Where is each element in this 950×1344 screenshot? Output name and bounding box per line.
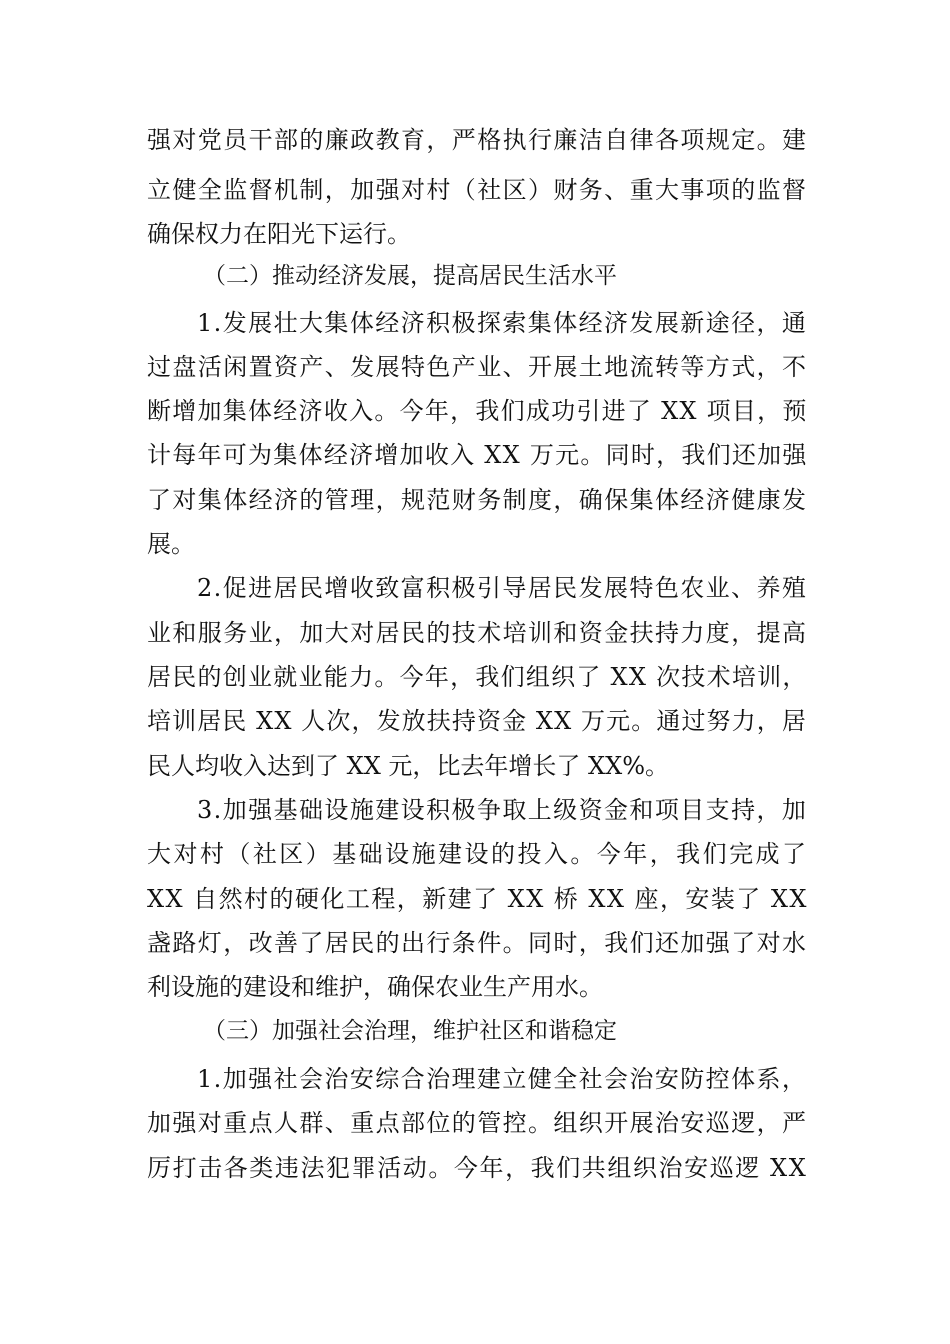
section-heading: （三）加强社会治理，维护社区和谐稳定 (203, 1018, 617, 1044)
body-text-line: 立健全监督机制，加强对村（社区）财务、重大事项的监督 (147, 176, 808, 204)
section-heading: （二）推动经济发展，提高居民生活水平 (203, 263, 617, 289)
body-text-line: 培训居民 XX 人次，发放扶持资金 XX 万元。通过努力，居 (147, 707, 807, 735)
body-text-line: 2.促进居民增收致富积极引导居民发展特色农业、养殖 (197, 574, 808, 602)
body-text-line: 盏路灯，改善了居民的出行条件。同时，我们还加强了对水 (147, 929, 808, 957)
body-text-line: 了对集体经济的管理，规范财务制度，确保集体经济健康发 (147, 486, 808, 514)
body-text-line: 加强对重点人群、重点部位的管控。组织开展治安巡逻，严 (147, 1109, 808, 1137)
body-text-line: XX 自然村的硬化工程，新建了 XX 桥 XX 座，安装了 XX (147, 885, 808, 913)
body-text-line: 过盘活闲置资产、发展特色产业、开展土地流转等方式，不 (147, 353, 808, 381)
body-text-line: 确保权力在阳光下运行。 (147, 220, 411, 248)
body-text-line: 厉打击各类违法犯罪活动。今年，我们共组织治安巡逻 XX (147, 1154, 808, 1182)
body-text-line: 业和服务业，加大对居民的技术培训和资金扶持力度，提高 (147, 619, 808, 647)
body-text-line: 利设施的建设和维护，确保农业生产用水。 (147, 973, 603, 1001)
body-text-line: 居民的创业就业能力。今年，我们组织了 XX 次技术培训， (147, 663, 808, 691)
body-text-line: 断增加集体经济收入。今年，我们成功引进了 XX 项目，预 (147, 397, 808, 425)
body-text-line: 大对村（社区）基础设施建设的投入。今年，我们完成了 (147, 840, 809, 868)
body-text-line: 1.加强社会治安综合治理建立健全社会治安防控体系， (197, 1065, 808, 1093)
body-text-line: 计每年可为集体经济增加收入 XX 万元。同时，我们还加强 (147, 441, 808, 469)
body-text-line: 1.发展壮大集体经济积极探索集体经济发展新途径，通 (197, 309, 808, 337)
body-text-line: 展。 (147, 530, 195, 558)
body-text-line: 强对党员干部的廉政教育，严格执行廉洁自律各项规定。建 (147, 126, 808, 154)
body-text-line: 3.加强基础设施建设积极争取上级资金和项目支持，加 (197, 796, 808, 824)
body-text-line: 民人均收入达到了 XX 元，比去年增长了 XX%。 (147, 752, 670, 780)
